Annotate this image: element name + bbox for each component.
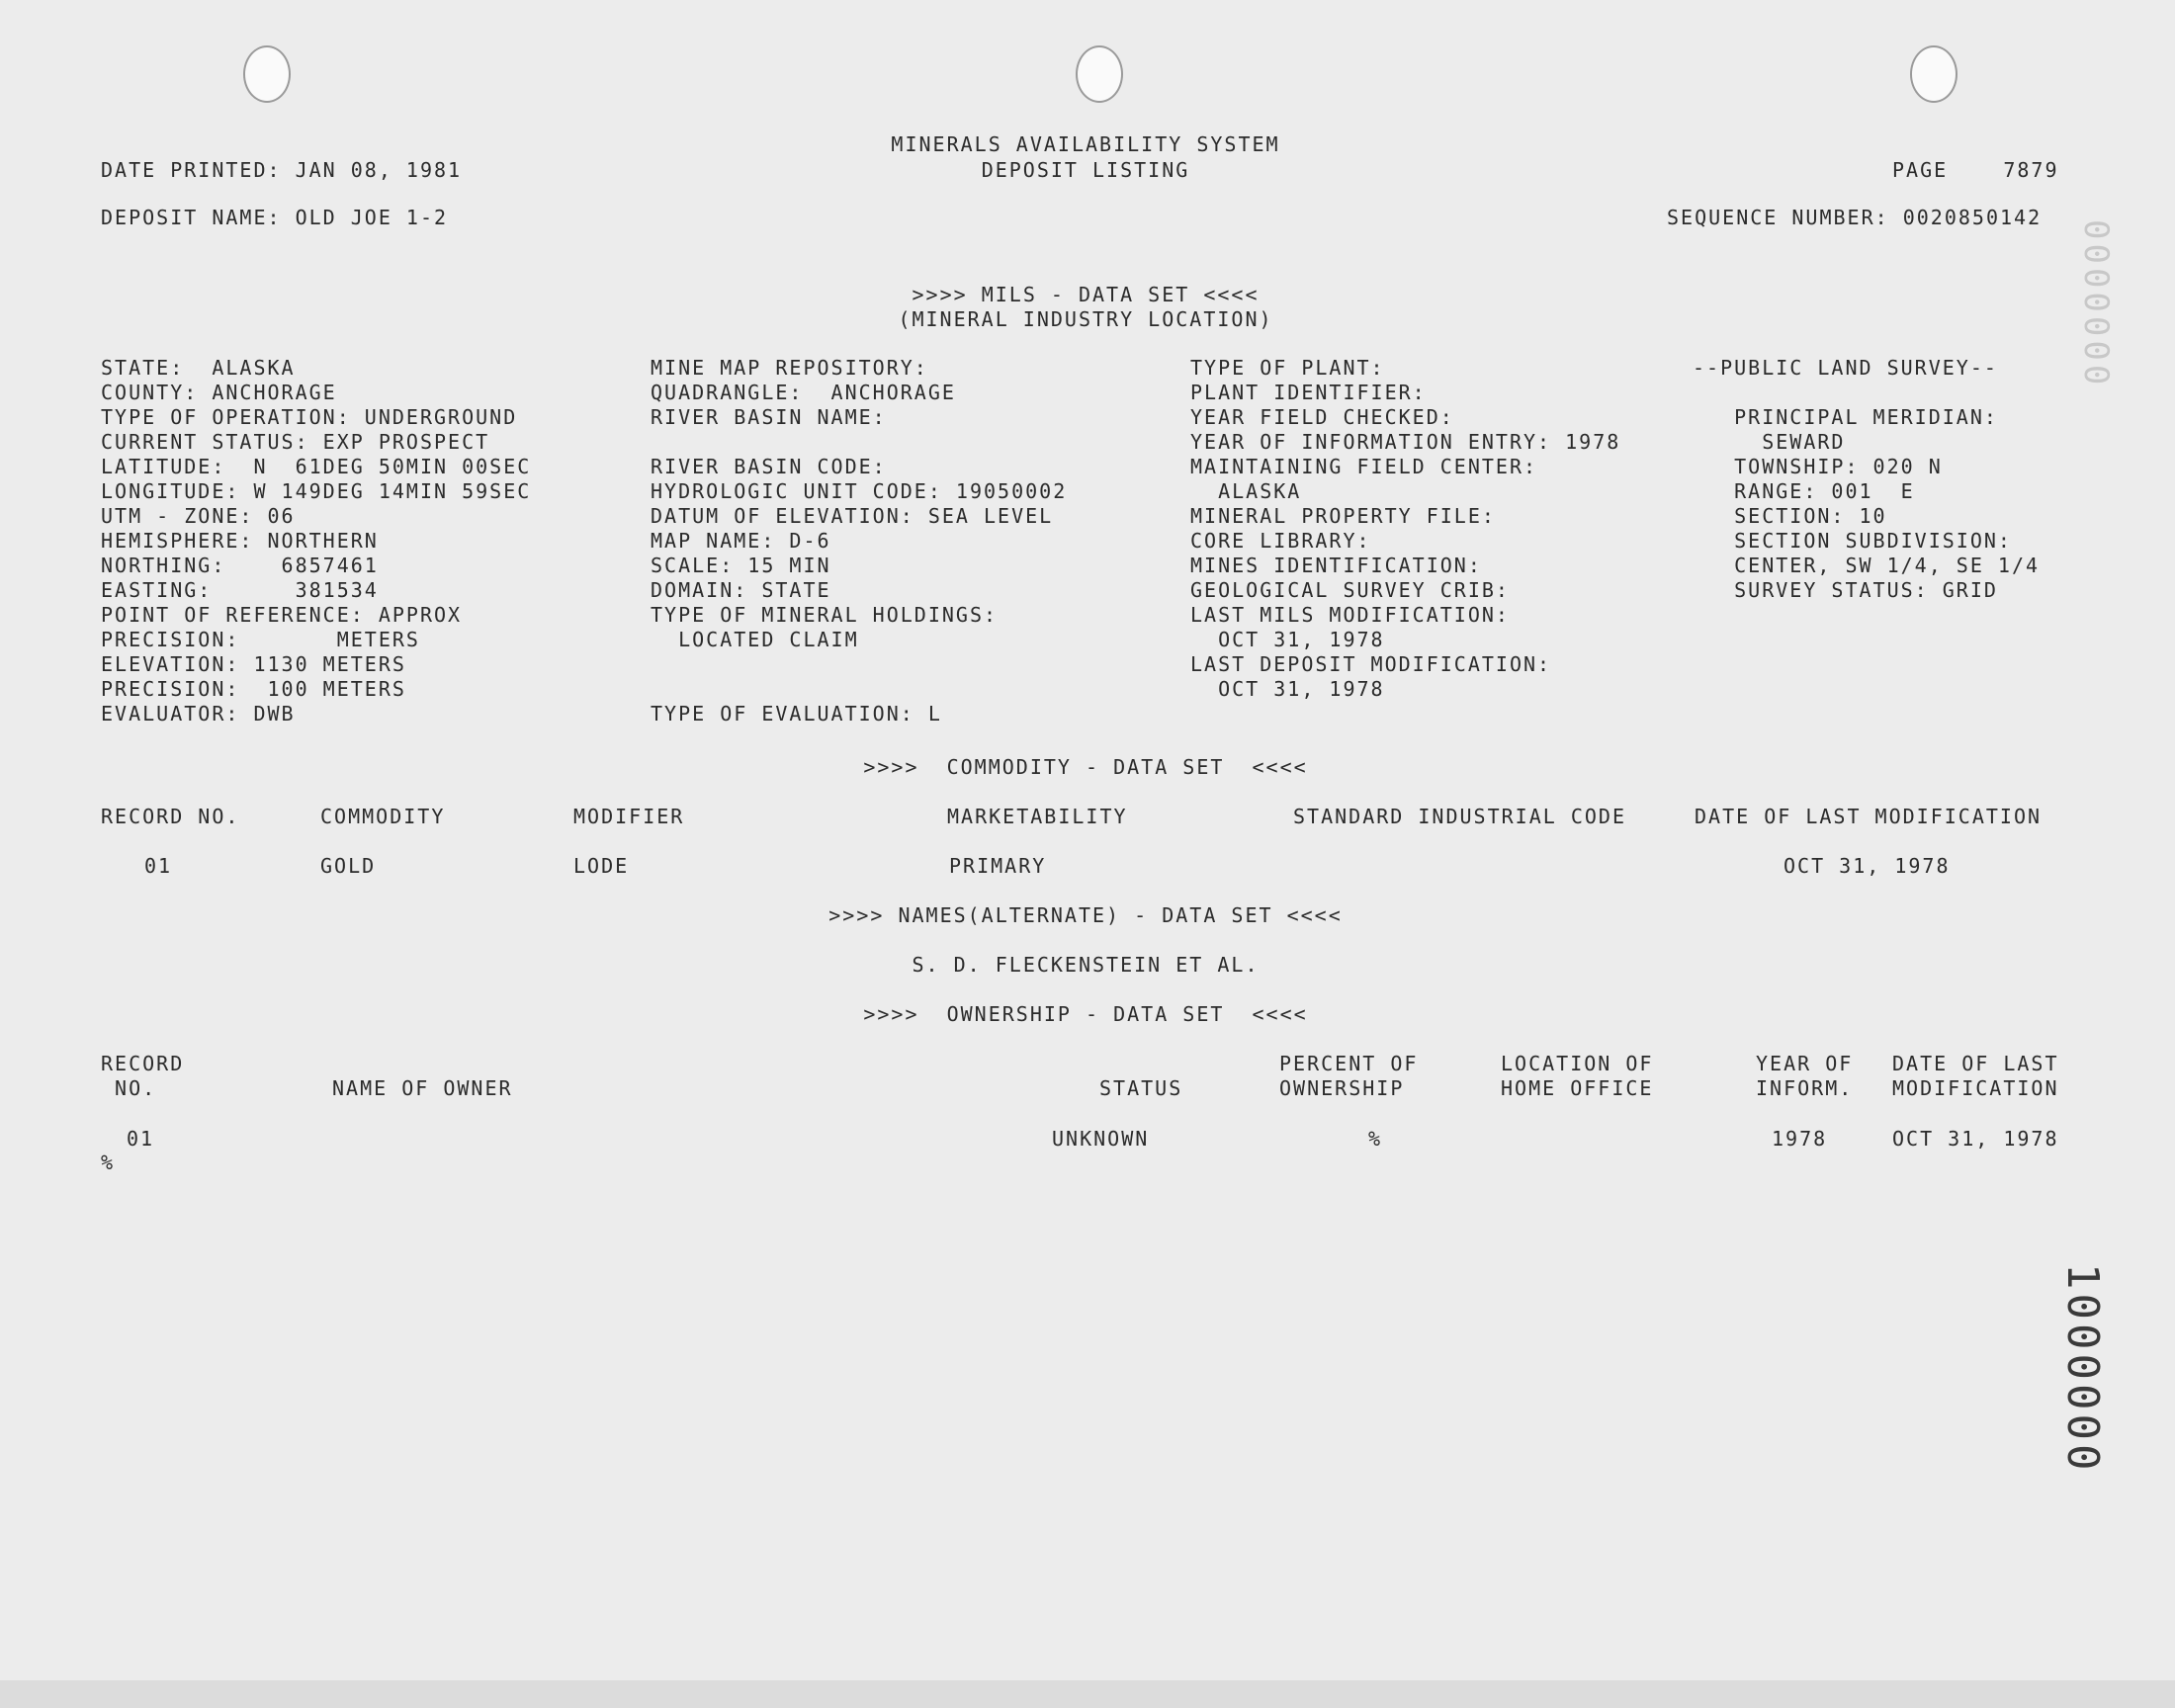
commodity-header-marketability: MARKETABILITY bbox=[947, 805, 1128, 828]
ownership-header-status: STATUS bbox=[1099, 1076, 1183, 1100]
core-library-field: CORE LIBRARY: bbox=[1190, 529, 1371, 553]
domain-field: DOMAIN: STATE bbox=[651, 578, 831, 602]
ownership-row-record: 01 bbox=[127, 1127, 155, 1151]
mils-column-1 bbox=[101, 356, 531, 726]
commodity-row-record: 01 bbox=[144, 854, 173, 878]
ownership-header-date-1: DATE OF LAST bbox=[1892, 1052, 2059, 1075]
elevation-field: ELEVATION: 1130 METERS bbox=[101, 652, 406, 676]
sequence-number: SEQUENCE NUMBER: 0020850142 bbox=[1667, 206, 2043, 229]
alternate-name: S. D. FLECKENSTEIN ET AL. bbox=[912, 953, 1260, 977]
mils-column-3 bbox=[1190, 356, 1620, 702]
ownership-row-percent: % bbox=[1368, 1127, 1383, 1151]
easting-field: EASTING: 381534 bbox=[101, 578, 379, 602]
commodity-row-modifier: LODE bbox=[573, 854, 630, 878]
ownership-header-percent-2: OWNERSHIP bbox=[1279, 1076, 1405, 1100]
precision-field: PRECISION: METERS bbox=[101, 628, 420, 651]
mineral-property-file-field: MINERAL PROPERTY FILE: bbox=[1190, 504, 1496, 528]
year-of-information-entry-field: YEAR OF INFORMATION ENTRY: 1978 bbox=[1190, 430, 1621, 454]
date-printed: DATE PRINTED: JAN 08, 1981 bbox=[101, 158, 463, 182]
ownership-header-location-1: LOCATION OF bbox=[1501, 1052, 1654, 1075]
geological-survey-crib-field: GEOLOGICAL SURVEY CRIB: bbox=[1190, 578, 1510, 602]
scan-bottom-edge bbox=[0, 1680, 2175, 1708]
ownership-header-record-2: NO. bbox=[101, 1076, 157, 1100]
commodity-row-date: OCT 31, 1978 bbox=[1784, 854, 1951, 878]
blank-line bbox=[651, 677, 1067, 702]
commodity-row-commodity: GOLD bbox=[320, 854, 377, 878]
blank-line bbox=[651, 652, 1067, 677]
state-field: STATE: ALASKA bbox=[101, 356, 296, 380]
map-name-field: MAP NAME: D-6 bbox=[651, 529, 831, 553]
punch-hole-left bbox=[243, 45, 291, 103]
quadrangle-field: QUADRANGLE: ANCHORAGE bbox=[651, 381, 956, 404]
mine-map-repository-field: MINE MAP REPOSITORY: bbox=[651, 356, 928, 380]
elevation-precision-field: PRECISION: 100 METERS bbox=[101, 677, 406, 701]
hydrologic-unit-code-field: HYDROLOGIC UNIT CODE: 19050002 bbox=[651, 479, 1068, 503]
commodity-header-date: DATE OF LAST MODIFICATION bbox=[1695, 805, 2043, 828]
commodity-header-commodity: COMMODITY bbox=[320, 805, 446, 828]
deposit-name: DEPOSIT NAME: OLD JOE 1-2 bbox=[101, 206, 449, 229]
operation-type-field: TYPE OF OPERATION: UNDERGROUND bbox=[101, 405, 518, 429]
names-heading: >>>> NAMES(ALTERNATE) - DATA SET <<<< bbox=[828, 903, 1343, 927]
point-of-reference-field: POINT OF REFERENCE: APPROX bbox=[101, 603, 463, 627]
commodity-header-record: RECORD NO. bbox=[101, 805, 240, 828]
last-mils-modification-label: LAST MILS MODIFICATION: bbox=[1190, 603, 1510, 627]
ownership-header-record-1: RECORD bbox=[101, 1052, 185, 1075]
datum-of-elevation-field: DATUM OF ELEVATION: SEA LEVEL bbox=[651, 504, 1054, 528]
last-deposit-modification-label: LAST DEPOSIT MODIFICATION: bbox=[1190, 652, 1552, 676]
latitude-field: LATITUDE: N 61DEG 50MIN 00SEC bbox=[101, 455, 532, 478]
commodity-header-sic: STANDARD INDUSTRIAL CODE bbox=[1293, 805, 1626, 828]
ownership-header-date-2: MODIFICATION bbox=[1892, 1076, 2059, 1100]
utm-zone-field: UTM - ZONE: 06 bbox=[101, 504, 296, 528]
end-of-record-marker: % bbox=[101, 1151, 116, 1174]
public-land-survey-heading: --PUBLIC LAND SURVEY-- bbox=[1693, 356, 1998, 380]
evaluator-field: EVALUATOR: DWB bbox=[101, 702, 296, 726]
section-field: SECTION: 10 bbox=[1693, 504, 1887, 528]
page-number: PAGE 7879 bbox=[1892, 158, 2059, 182]
county-field: COUNTY: ANCHORAGE bbox=[101, 381, 337, 404]
survey-status-field: SURVEY STATUS: GRID bbox=[1693, 578, 1998, 602]
ownership-header-owner: NAME OF OWNER bbox=[332, 1076, 513, 1100]
mils-column-2 bbox=[651, 356, 1067, 726]
commodity-header-modifier: MODIFIER bbox=[573, 805, 685, 828]
type-of-evaluation-field: TYPE OF EVALUATION: L bbox=[651, 702, 942, 726]
system-title: MINERALS AVAILABILITY SYSTEM bbox=[891, 132, 1280, 156]
public-land-survey bbox=[1693, 356, 2040, 603]
mils-subheading: (MINERAL INDUSTRY LOCATION) bbox=[898, 307, 1273, 331]
hemisphere-field: HEMISPHERE: NORTHERN bbox=[101, 529, 379, 553]
river-basin-name-field: RIVER BASIN NAME: bbox=[651, 405, 887, 429]
blank-line bbox=[1693, 381, 2040, 405]
mils-heading: >>>> MILS - DATA SET <<<< bbox=[912, 283, 1260, 306]
ownership-header-location-2: HOME OFFICE bbox=[1501, 1076, 1654, 1100]
longitude-field: LONGITUDE: W 149DEG 14MIN 59SEC bbox=[101, 479, 532, 503]
commodity-heading: >>>> COMMODITY - DATA SET <<<< bbox=[863, 755, 1308, 779]
mineral-holdings-value: LOCATED CLAIM bbox=[651, 628, 859, 651]
range-field: RANGE: 001 E bbox=[1693, 479, 1915, 503]
commodity-row-sic bbox=[1293, 854, 1307, 878]
margin-stamp-bottom: 1000000 bbox=[2057, 1263, 2108, 1475]
blank-line bbox=[651, 430, 1067, 455]
section-subdivision-label: SECTION SUBDIVISION: bbox=[1693, 529, 2012, 553]
ownership-header-percent-1: PERCENT OF bbox=[1279, 1052, 1419, 1075]
scale-field: SCALE: 15 MIN bbox=[651, 554, 831, 577]
maintaining-field-center-label: MAINTAINING FIELD CENTER: bbox=[1190, 455, 1538, 478]
last-mils-modification-value: OCT 31, 1978 bbox=[1190, 628, 1385, 651]
township-field: TOWNSHIP: 020 N bbox=[1693, 455, 1943, 478]
last-deposit-modification-value: OCT 31, 1978 bbox=[1190, 677, 1385, 701]
ownership-heading: >>>> OWNERSHIP - DATA SET <<<< bbox=[863, 1002, 1308, 1026]
northing-field: NORTHING: 6857461 bbox=[101, 554, 379, 577]
punch-hole-right bbox=[1910, 45, 1958, 103]
section-subdivision-value: CENTER, SW 1/4, SE 1/4 bbox=[1693, 554, 2041, 577]
margin-stamp-top: 0000000 bbox=[2076, 219, 2116, 389]
commodity-row-marketability: PRIMARY bbox=[949, 854, 1047, 878]
mineral-holdings-label: TYPE OF MINERAL HOLDINGS: bbox=[651, 603, 999, 627]
listing-title: DEPOSIT LISTING bbox=[981, 158, 1190, 182]
river-basin-code-field: RIVER BASIN CODE: bbox=[651, 455, 887, 478]
punch-hole-center bbox=[1076, 45, 1123, 103]
current-status-field: CURRENT STATUS: EXP PROSPECT bbox=[101, 430, 490, 454]
maintaining-field-center-value: ALASKA bbox=[1190, 479, 1302, 503]
plant-identifier-field: PLANT IDENTIFIER: bbox=[1190, 381, 1427, 404]
ownership-row-location bbox=[1501, 1127, 1515, 1151]
mines-identification-field: MINES IDENTIFICATION: bbox=[1190, 554, 1482, 577]
ownership-header-year-2: INFORM. bbox=[1756, 1076, 1854, 1100]
ownership-row-date: OCT 31, 1978 bbox=[1892, 1127, 2059, 1151]
principal-meridian-label: PRINCIPAL MERIDIAN: bbox=[1693, 405, 1998, 429]
principal-meridian-value: SEWARD bbox=[1693, 430, 1846, 454]
ownership-row-status: UNKNOWN bbox=[1052, 1127, 1150, 1151]
type-of-plant-field: TYPE OF PLANT: bbox=[1190, 356, 1385, 380]
year-field-checked-field: YEAR FIELD CHECKED: bbox=[1190, 405, 1454, 429]
ownership-header-year-1: YEAR OF bbox=[1756, 1052, 1854, 1075]
ownership-row-year: 1978 bbox=[1772, 1127, 1828, 1151]
ownership-row-owner bbox=[332, 1127, 346, 1151]
